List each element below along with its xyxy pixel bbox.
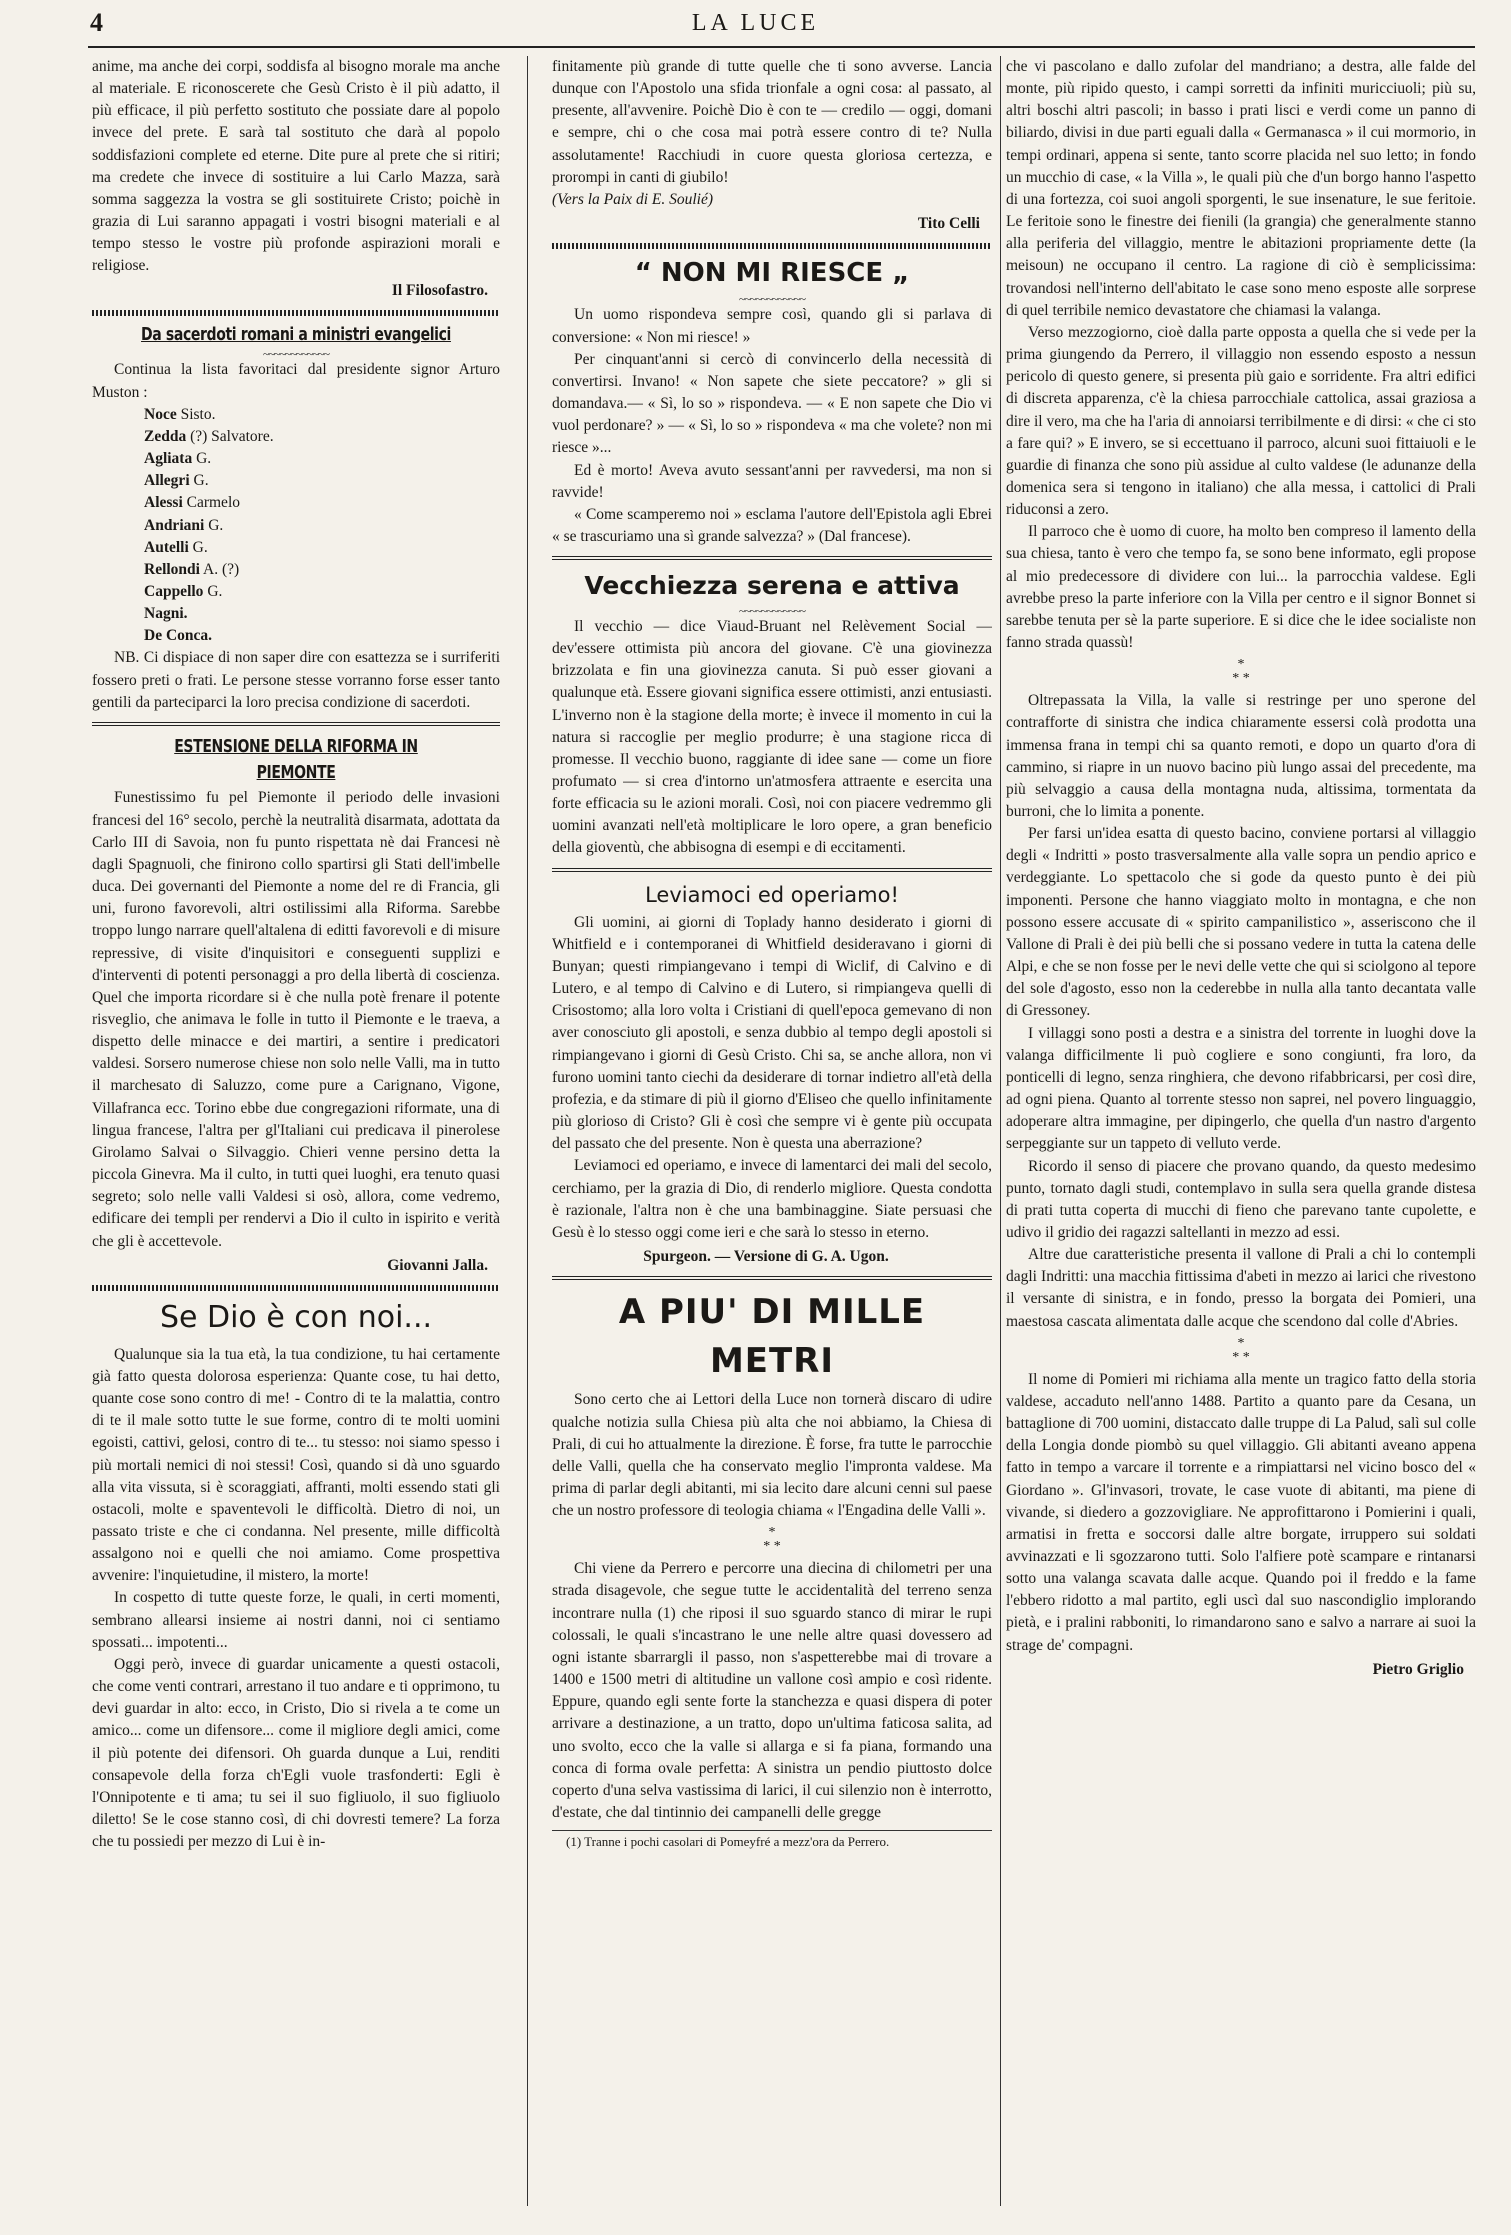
signature: Giovanni Jalla.	[387, 1256, 488, 1274]
asterism: * * *	[763, 1525, 781, 1555]
masthead: LA LUCE	[691, 10, 820, 36]
paragraph: NB. Ci dispiace di non saper dire con esattezza se i surriferiti fossero preti o frati. Le persone stesse vorranno forse esser tanto gentili da parteciparci la loro precisa condizione di sacerdoti.	[92, 649, 500, 711]
footnote: (1) Tranne i pochi casolari di Pomeyfré a mezz'ora da Perrero.	[552, 1830, 992, 1852]
paragraph: I villaggi sono posti a destra e a sinistra del torrente in luoghi dove la valanga difficilmente li può cogliere e sono congiunti, fra loro, da ponticelli di legno, senza ringhiera, che devono rifabbricarsi, per così dire, ad ogni piena. Quanto al torrente stesso non saprei, nel povero linguaggio, adoperare altra immagine, per dipingerlo, che quella d'un nastro d'argento serpeggiante sur un tappeto di velluto verde.	[1006, 1024, 1476, 1153]
paragraph: Gli uomini, ai giorni di Toplady hanno desiderato i giorni di Whitfield e i contemporanei di Whitfield desideravano i giorni di Bunyan; questi rimpiangevano i tempi di Wiclif, di Calvino e di Lutero, e al tempo di Calvino e di Lutero, si rimpiangeva quelli di Crisostomo; alla loro volta i Cristiani di quell'epoca gemevano di non aver conosciuto gli apostoli, e senza dubbio al tempo degli apostoli si rimpiangevano i giorni di Gesù Cristo. Chi sa, se anche allora, non vi furono uomini tanto ciechi da desiderare di tornar indietro all'età della profezia, e da stimare di più il giorno d'Eliseo che quello infinitamente più glorioso di Cristo? Gli è così che sempre vi è gente più occupata del passato che del presente. Non è questa una aberrazione?	[552, 913, 992, 1153]
paragraph: Continua la lista favoritaci dal presidente signor Arturo Muston :	[92, 361, 500, 401]
heading-non-mi-riesce: “ NON MI RIESCE „	[634, 258, 910, 289]
divider	[92, 1285, 500, 1291]
paragraph: che vi pascolano e dallo zufolar del mandriano; a destra, alle falde del monte, più ripido questo, i campi sorretti da infiniti muricciuoli; più su, altri boschi altri pascoli; in basso i prati lisci e verdi come un panno di biliardo, divisi in due parti eguali dalla « Germanasca » il cui mormorio, in tempi ordinari, appena si sente, tanto scorre placida nel suo letto; in fondo un mucchio di case, « la Villa », le quali più che d'un borgo hanno l'aspetto di una fortezza, coi suoi angoli sporgenti, le sue insenature, le sue feritoie. Le feritoie sono le finestre dei fienili (la grangia) che generalmente stanno alla periferia del villaggio, mentre le abitazioni propriamente dette (la meisoun) ne occupano il centro. La ragione di ciò è semplicissima: trovandosi nell'interno dell'abitato le case sono meno esposte alle sorprese di quel terribile nemico devastatore che chiamasi la valanga.	[1006, 58, 1476, 319]
signature: Tito Celli	[917, 215, 980, 233]
list-item: Autelli G.	[144, 538, 208, 556]
paragraph: Funestissimo fu pel Piemonte il periodo delle invasioni francesi del 16° secolo, perchè la neutralità disarmata, adottata da Carlo III di Savoia, non fu punto rispettata nè dai Francesi nè dagli Spagnuoli, che finirono collo spartirsi gli Stati dell'imbelle duca. Dei governanti del Piemonte a nome del re di Francia, gli uni, furono favorevoli, altri ostilissimi alla Riforma. Sarebbe troppo lungo narrare quell'altalena di editti favorevoli e di misure repressive, di visite d'inquisitori e conseguenti supplizi e d'interventi di potenti personaggi a pro della libertà di coscienza. Quel che importa ricordare si è che nulla potè frenare il potente risveglio, che animava le folle in tutto il Piemonte e le traeva, a dispetto delle minacce e dei martiri, a sentire i predicatori valdesi. Sorsero numerose chiese non solo nelle Valli, ma in tutto il marchesato di Saluzzo, come pure a Carignano, Vigone, Villafranca ecc. Torino ebbe due congregazioni riformate, una di lingua francese, l'altra per gl'Italiani cui predicava il pinerolese Girolamo Salvai o Silvaggio. Chieri venne persino detta la piccola Ginevra. Ma il culto, in tutti quei luoghi, era tenuto quasi segreto; solo nelle valli Valdesi si osò, allora, come vedremo, edificare dei templi per rendervi a Dio il culto in ispirito e verità che gli è accettevole.	[92, 789, 500, 1250]
signature: Pietro Griglio	[1372, 1660, 1464, 1678]
list-item: Noce Sisto.	[144, 405, 216, 423]
column-2	[552, 56, 992, 2216]
heading-vecchiezza: Vecchiezza serena e attiva	[584, 571, 960, 601]
ornament: ~~~~~~~~~~~~	[263, 347, 329, 362]
column-rule	[1000, 56, 1001, 2206]
list-item: Zedda (?) Salvatore.	[144, 427, 274, 445]
column-1	[92, 56, 500, 2216]
paragraph: Verso mezzogiorno, cioè dalla parte opposta a quella che si vede per la prima giungendo da Perrero, il villaggio non essendo esposto a nessun pericolo di questo genere, si presenta più gaio e sorridente. Fra altri edifici di discreta apparenza, c'è la chiesa parrocchiale cattolica, assai graziosa a dire il vero, ma che ha l'aria di annoiarsi terribilmente e di dirsi: « che ci sto a fare qui? » E invero, se si eccettuano il parroco, alcuni suoi fittaiuoli e le guardie di finanza che sono più assidue al culto valdese (le adunanze della domenica sera si tengono in italiano) che alla messa, i cattolici di Prali riduconsi a zero.	[1006, 323, 1476, 519]
page-number: 4	[90, 8, 103, 37]
list-item: Agliata G.	[144, 450, 212, 468]
paragraph: finitamente più grande di tutte quelle che ti sono avverse. Lancia dunque con l'Apostolo una sfida trionfale a ogni cosa: al passato, al presente, all'avvenire. Poichè Dio è con te — credilo — oggi, domani e sempre, chi o che cosa mai potrà essere contro di te? Nulla assolutamente! Racchiudi in cuore questa gloriosa certezza, e prorompi in canti di giubilo!	[552, 58, 992, 186]
top-rule	[88, 46, 1475, 48]
heading-mille-metri: A PIU' DI MILLE METRI	[618, 1292, 926, 1381]
article-intro-text: anime, ma anche dei corpi, soddisfa al bisogno morale ma anche al materiale. E riconoscerete che Gesù Cristo è il più adatto, il più efficace, il più perfetto sostituto che possiate dare al popolo invece del prete. E sarà tal sostituto che darà al popolo soddisfazioni complete ed eterne. Dite pure al prete che si ritiri; ma credete che invece di sostituire a lui Carlo Mazza, sarà somma saggezza la vostra se gli sostituirete Cristo; poichè in grazia di Lui saranno appagati i vostri bisogni materiali e al tempo stesso le vostre più profonde aspirazioni morali e religiose.	[92, 58, 500, 275]
paragraph: « Come scamperemo noi » esclama l'autore dell'Epistola agli Ebrei « se trascuriamo una sì grande salvezza? » (Dal francese).	[552, 505, 992, 545]
list-item: Alessi Carmelo	[144, 494, 240, 512]
paragraph: Per cinquant'anni si cercò di convincerlo della necessità di convertirsi. Invano! « Non sapete che siete peccatore? » gli si domandava.— « Sì, lo so » rispondeva. — « E non sapete che Dio vi vuol perdonare? » — « Sì, lo so » rispondeva « ma che volete? non mi riesce »...	[552, 350, 992, 457]
list-item: Cappello G.	[144, 583, 223, 601]
list-item: Rellondi A. (?)	[144, 560, 240, 578]
column-3	[1006, 56, 1476, 2216]
paragraph: Un uomo rispondeva sempre così, quando gli si parlava di conversione: « Non mi riesce! »	[552, 306, 992, 346]
paragraph: Qualunque sia la tua età, la tua condizione, tu hai certamente già fatto questa dolorosa esperienza: Quante cose, tu hai detto, quante cose sono contro di me! - Contro di te la malattia, contro di te il male sotto tutte le sue forme, contro di te molti uomini egoisti, cattivi, gelosi, contro di te... tu stesso: noi siamo spesso i più mortali nemici di noi stessi! Così, quando si dà uno sguardo alla vita vissuta, si è scoraggiati, affranti, molti essendo stati gli ostacoli, molte e spaventevoli le difficoltà. Dietro di noi, un passato triste e che ci condanna. Nel presente, mille difficoltà assalgono noi e quelli che noi amiamo. Come prospettiva avvenire: l'inquietudine, il mistero, la morte!	[92, 1345, 500, 1585]
source-note: (Vers la Paix di E. Soulié)	[552, 190, 713, 208]
paragraph: Oggi però, invece di guardar unicamente a questi ostacoli, che come venti contrari, arrestano il tuo andare e ti opprimono, tu devi guardar in alto: ecco, in Cristo, Dio si rivela a te come un amico... come un difensore... come il migliore degli amici, come il più potente dei difensori. Oh guarda dunque a Lui, renditi consapevole della forza ch'Egli vuole trasfonderti: Egli è l'Onnipotente e ti ama; tu sei il suo figliuolo, il suo figliuolo diletto! Se le cose stanno così, di chi dovresti temere? La forza che tu possiedi per mezzo di Lui è in-	[92, 1655, 500, 1851]
ornament: ~~~~~~~~~~~~	[739, 292, 805, 307]
heading-estensione: ESTENSIONE DELLA RIFORMA IN PIEMONTE	[174, 735, 418, 783]
list-item: De Conca.	[144, 627, 213, 645]
divider	[552, 1276, 992, 1280]
divider	[552, 556, 992, 560]
signature: Spurgeon. — Versione di G. A. Ugon.	[643, 1247, 889, 1265]
paragraph: Leviamoci ed operiamo, e invece di lamentarci dei mali del secolo, cerchiamo, per la grazia di Dio, di renderlo migliore. Questa condotta è razionale, l'altra non è che una bambinaggine. Siate persuasi che Gesù è lo stesso oggi come ieri e che sarà lo stesso in eterno.	[552, 1157, 992, 1241]
list-item: Allegri G.	[144, 472, 209, 490]
paragraph: Oltrepassata la Villa, la valle si restringe per uno sperone del contrafforte di sinistra che indica chiaramente essersi colà prodotta una immensa frana in tempi chi sa quanto remoti, e dopo un quarto d'ora di cammino, si riapre in un nuovo bacino più lungo assai del precedente, ma più selvaggio a causa della montagna nuda, altissima, tormentata da burroni, che lo limita a ponente.	[1006, 692, 1476, 820]
list-item: Nagni.	[144, 605, 188, 623]
heading-leviamoci: Leviamoci ed operiamo!	[645, 882, 899, 907]
list-item: Andriani G.	[144, 516, 224, 534]
paragraph: Altre due caratteristiche presenta il vallone di Prali a chi lo contempli dagli Indritti: una macchia fittissima d'abeti in mezzo ai larici che rivestono il versante di sinistra, e in fondo, presso la borgata dei Pomieri, una maestosa cascata alimentata dalle acque che scendono dal colle d'Abries.	[1006, 1246, 1476, 1330]
names-list	[144, 404, 500, 648]
divider	[92, 310, 500, 316]
paragraph: Il vecchio — dice Viaud-Bruant nel Relèvement Social — dev'essere ottimista più ancora del giovane. C'è una giovinezza brizzolata e fin una giovinezza canuta. Si può esser giovani a qualunque età. Essere giovani significa essere ottimisti, anzi entusiasti. L'inverno non è la stagione della morte; è invece il momento in cui la natura si raccoglie per meglio produrre; è una stagione ricca di promesse. Il vecchio buono, raggiante di idee sane — come un fiore profumato — si crea d'intorno un'atmosfera attraente e esercita una forte efficacia su le azioni morali. Così, noi con piacere vedremmo gli uomini avanzati nell'età moltiplicare le loro opere, a gran beneficio della gioventù, che abbisogna di esempi e di eccitamenti.	[552, 617, 992, 857]
paragraph: Sono certo che ai Lettori della Luce non tornerà discaro di udire qualche notizia sulla Chiesa più alta che noi abbiamo, la Chiesa di Prali, di cui ho attualmente la direzione. È forse, fra tutte le parrocchie delle Valli, quella che ha conservato meglio l'impronta valdese. Ma prima di parlar degli abitanti, mi sia lecito dare alcuni cenni sul paese che un nostro professore di teologia chiama « l'Engadina delle Valli ».	[552, 1391, 992, 1520]
paragraph: Il nome di Pomieri mi richiama alla mente un tragico fatto della storia valdese, accaduto nell'anno 1488. Partito a quanto pare da Cesana, un battaglione di 700 uomini, distaccato dalle truppe di La Palud, salì sul colle della Longia donde piombò su quel villaggio. Gli abitanti aveano appena fatto in tempo a varcare il torrente e a rimpiattarsi nel vicino bosco del « Giordano ». Gl'invasori, trovate, le case vuote di abitanti, ma piene di vivande, si diedero a gozzovigliare. Ne approfittarono i Pomierini i quali, armatisi in fretta e soccorsi dalle altre borgate, irruppero sui soldati avvinazzati e li sgozzarono tutti. Solo l'alfiere potè scampare e rintanarsi sotto una valanga scavata dalle acque. Quando poi il freddo e la fame l'ebbero ridotto a mal partito, egli uscì dal suo nascondiglio implorando pietà, e i pralini rabboniti, lo rimandarono sano e salvo a narrare ai suoi la strage de' compagni.	[1006, 1370, 1476, 1654]
heading-se-dio: Se Dio è con noi...	[159, 1299, 433, 1335]
divider	[92, 722, 500, 726]
paragraph: Ed è morto! Aveva avuto sessant'anni per ravvedersi, ma non si ravvide!	[552, 461, 992, 501]
paragraph: Ricordo il senso di piacere che provano quando, da questo medesimo punto, tornato dagli studi, contemplavo in sulla sera quella grande distesa di prati tutta coperta di mucchi di fieno che parevano tante cupolette, e udivo il gridio dei ragazzi saltellanti in mezzo ad essi.	[1006, 1157, 1476, 1241]
paragraph: Per farsi un'idea esatta di questo bacino, conviene portarsi al villaggio degli « Indritti » posto trasversalmente alla valle sopra un pendio aprico e verdeggiante. Lo spettacolo che si gode da questo punto è dei più imponenti. Persone che hanno viaggiato molto in montagna, e che non possono essere accusate di « spirito campanilistico », asseriscono che il Vallone di Prali è dei più belli che si possano vedere in tutta la catena delle Alpi, e che se non fosse per le nevi delle vette che qui si sciolgono al tepore del sole d'agosto, esso non la cederebbe in nulla alla tanto decantata valle di Gressoney.	[1006, 825, 1476, 1020]
divider	[552, 868, 992, 872]
paragraph: Chi viene da Perrero e percorre una diecina di chilometri per una strada disagevole, che segue tutte le accidentalità del terreno senza incontrare nulla (1) che riposi il suo sguardo stanco di mirar le rupi colossali, le quali s'incastrano le une nelle altre quasi dovessero ad ogni istante sbarrargli il passo, non s'aspetterebbe mai di trovare a 1400 e 1500 metri di altitudine un vallone così ampio e così ridente. Eppure, quando egli sente forte la stanchezza e quasi dispera di poter arrivare a destinazione, a un tratto, dopo un'ultima faticosa salita, ad uno svolto, ecco che la valle si allarga e si fa piana, formando una conca di forma ovale perfetta: A sinistra un pendio piuttosto dolce coperto d'una selva vastissima di larici, il cui silenzio non è interrotto, d'estate, che dal tintinnio dei campanelli delle greggе	[552, 1560, 992, 1821]
ornament: ~~~~~~~~~~~~	[739, 603, 805, 618]
paragraph: In cospetto di tutte queste forze, le quali, in certi momenti, sembrano allearsi insieme ai nostri danni, noi ci sentiamo spossati... impotenti...	[92, 1589, 500, 1651]
heading-sacerdoti: Da sacerdoti romani a ministri evangelici	[141, 323, 451, 345]
divider	[552, 243, 992, 249]
column-rule	[527, 56, 528, 2206]
paragraph: Il parroco che è uomo di cuore, ha molto ben compreso il lamento della sua chiesa, tanto è vero che tempo fa, se sono bene informato, egli propose al mio predecessore di dividere con lui... la parrocchia valdese. Egli avrebbe preso la parte inferiore con la Villa per centro e il signor Bonnet si sarebbe tenuta per sè la parte superiore. E si dice che le idee socialiste non fanno strada quassù!	[1006, 523, 1476, 652]
signature: Il Filosofastro.	[391, 281, 488, 299]
asterism: * * *	[1232, 657, 1250, 687]
asterism: * * *	[1232, 1335, 1250, 1365]
